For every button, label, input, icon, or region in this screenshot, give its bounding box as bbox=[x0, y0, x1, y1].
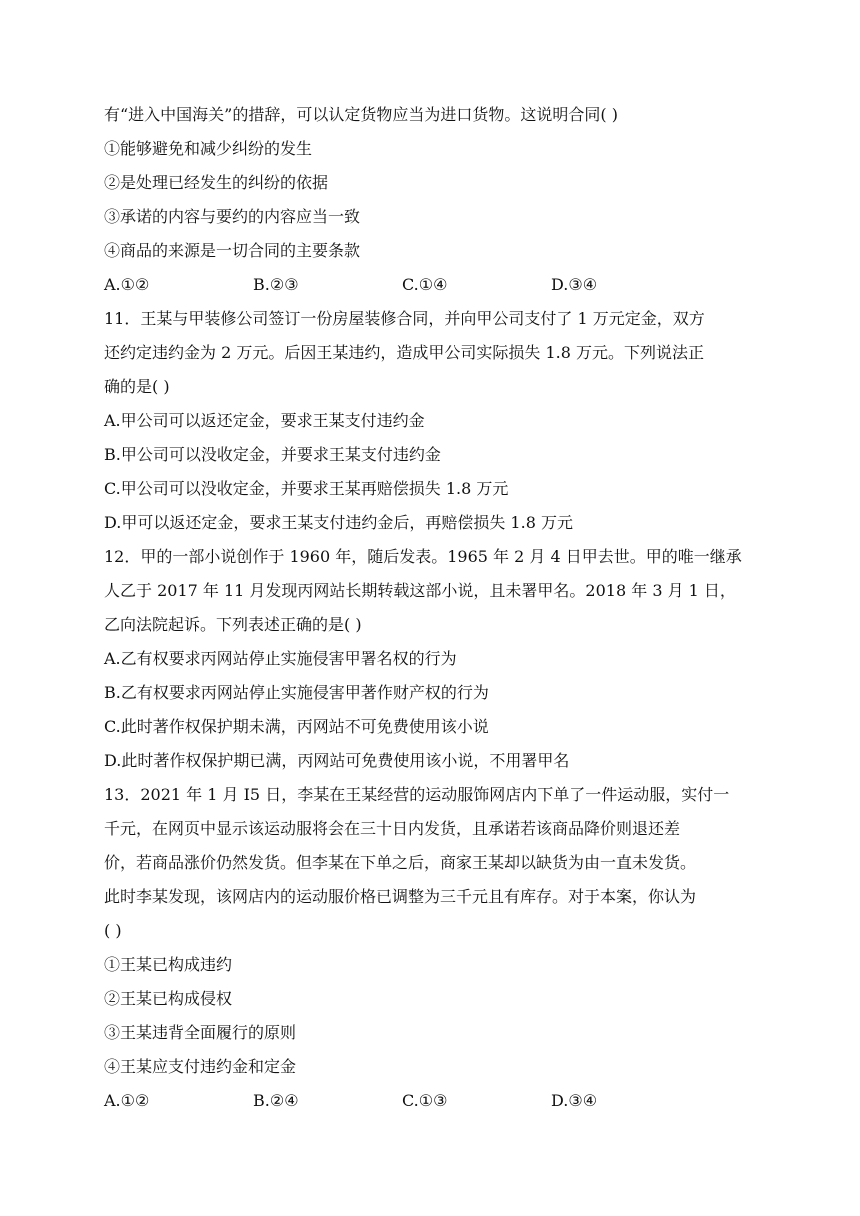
statement-item: ③王某违背全面履行的原则 bbox=[104, 1023, 297, 1042]
question-10-stem-tail: 有“进入中国海关”的措辞，可以认定货物应当为进口货物。这说明合同( ) bbox=[104, 105, 618, 124]
question-11 bbox=[104, 302, 764, 540]
statement-item: ②是处理已经发生的纠纷的依据 bbox=[104, 173, 329, 192]
question-stem-line: ( ) bbox=[104, 921, 122, 940]
option-c: C.①④ bbox=[402, 275, 448, 294]
option-b: B.甲公司可以没收定金，并要求王某支付违约金 bbox=[104, 445, 441, 464]
exam-page bbox=[104, 98, 764, 1118]
question-stem-line: 人乙于 2017 年 11 月发现丙网站长期转载这部小说，且未署甲名。2018 年 3 月 1 日， bbox=[104, 581, 736, 600]
question-13 bbox=[104, 778, 764, 1118]
option-a: A.乙有权要求丙网站停止实施侵害甲署名权的行为 bbox=[104, 649, 457, 668]
question-10-options bbox=[104, 268, 764, 302]
question-13-options bbox=[104, 1084, 764, 1118]
option-a: A.甲公司可以返还定金，要求王某支付违约金 bbox=[104, 411, 425, 430]
statement-item: ②王某已构成侵权 bbox=[104, 989, 233, 1008]
option-b: B.乙有权要求丙网站停止实施侵害甲著作财产权的行为 bbox=[104, 683, 489, 702]
option-b: B.②③ bbox=[253, 275, 299, 294]
option-b: B.②④ bbox=[253, 1091, 299, 1110]
option-d: D.此时著作权保护期已满，丙网站可免费使用该小说，不用署甲名 bbox=[104, 751, 570, 770]
question-stem-line: 11．王某与甲装修公司签订一份房屋装修合同，并向甲公司支付了 1 万元定金，双方 bbox=[104, 309, 705, 328]
statement-item: ①王某已构成违约 bbox=[104, 955, 233, 974]
option-a: A.①② bbox=[104, 275, 150, 294]
question-stem-line: 价，若商品涨价仍然发货。但李某在下单之后，商家王某却以缺货为由一直未发货。 bbox=[104, 853, 697, 872]
statement-item: ①能够避免和减少纠纷的发生 bbox=[104, 139, 313, 158]
question-stem-line: 乙向法院起诉。下列表述正确的是( ) bbox=[104, 615, 362, 634]
question-stem-line: 还约定违约金为 2 万元。后因王某违约，造成甲公司实际损失 1.8 万元。下列说法正 bbox=[104, 343, 704, 362]
option-d: D.甲可以返还定金，要求王某支付违约金后，再赔偿损失 1.8 万元 bbox=[104, 513, 573, 532]
question-stem-line: 千元，在网页中显示该运动服将会在三十日内发货，且承诺若该商品降价则退还差 bbox=[104, 819, 681, 838]
question-stem-line: 13．2021 年 1 月 I5 日，李某在王某经营的运动服饰网店内下单了一件运动服，实付一 bbox=[104, 785, 730, 804]
question-10 bbox=[104, 98, 764, 302]
option-c: C.①③ bbox=[402, 1091, 448, 1110]
statement-item: ④王某应支付违约金和定金 bbox=[104, 1057, 297, 1076]
question-stem-line: 此时李某发现，该网店内的运动服价格已调整为三千元且有库存。对于本案，你认为 bbox=[104, 887, 697, 906]
question-stem-line: 12．甲的一部小说创作于 1960 年，随后发表。1965 年 2 月 4 日甲去世。甲的唯一继承 bbox=[104, 547, 742, 566]
question-stem-line: 确的是( ) bbox=[104, 377, 170, 396]
option-d: D.③④ bbox=[551, 1091, 598, 1110]
option-c: C.此时著作权保护期未满，丙网站不可免费使用该小说 bbox=[104, 717, 489, 736]
option-d: D.③④ bbox=[551, 275, 598, 294]
statement-item: ③承诺的内容与要约的内容应当一致 bbox=[104, 207, 361, 226]
option-a: A.①② bbox=[104, 1091, 150, 1110]
question-12 bbox=[104, 540, 764, 778]
option-c: C.甲公司可以没收定金，并要求王某再赔偿损失 1.8 万元 bbox=[104, 479, 509, 498]
statement-item: ④商品的来源是一切合同的主要条款 bbox=[104, 241, 361, 260]
